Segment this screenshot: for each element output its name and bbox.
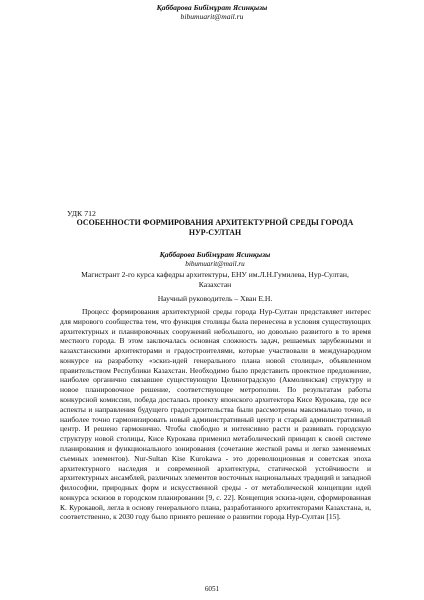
author-email: bibumuarit@mail.ru bbox=[185, 259, 245, 268]
header-author-name: Қаббарова Бибімұрат Ясинқызы bbox=[156, 3, 268, 12]
body-paragraph: Процесс формирования архитектурной среды города Нур-Султан представляет интерес для мирового сообщества тем, что функция столицы была перенесена в условия существующих архитектурных и планировочных сооружений небольшого, но довольно развитого в то время местного города. В этом заключалась основная сложность задач, решаемых зарубежными и казахстанскими архитекторами и градостроителями, которые участвовали в международном конкурсе на разработку «эскиз-идей генерального плана новой столицы», объявленном правительством Республики Казахстан. Необходимо было представить проектное предложение, наиболее органично связавшее существующую Целиноградскую (Акмолинская) структуру и новое планировочное решение, соответствующее метрополии. По результатам работы конкурсной комиссии, победа досталась проекту японского архитектора Кисе Курокава, где все аспекты и направления будущего градостроительства были рассмотрены максимально точно, и наиболее точно гармонизировать новый административный центр и старый административный центр. И решено гармонично. Чтобы свободно и интенсивно расти и развивать городскую структуру новой столицы, Кисе Курокава применил метаболический принцип к своей системе планирования и функционального зонирования (сочетание жесткой рамы и легко заменяемых съемных элементов). Nur-Sultan Kise Kurokawa - это дореволюционная и советская эпоха архитектурного наследия и современной архитектуры, статической устойчивости и архитектурных ансамблей, различных элементов восточных национальных традиций и западной философии, природных форм и искусственной среды - от метаболической концепции идей конкурса эскизов в городском планировании [9, c. 22]. Концепция эскиза-идеи, сформированная К. Курокавой, легла в основу генерального плана, разработанного архитекторами Казахстана, и, соответственно, к 2030 году было принято решение о развитии города Нур-Султан [15]. bbox=[60, 307, 371, 522]
article-title bbox=[60, 218, 370, 237]
article-title-line1: ОСОБЕННОСТИ ФОРМИРОВАНИЯ АРХИТЕКТУРНОЙ СРЕДЫ ГОРОДА bbox=[76, 218, 354, 227]
supervisor: Научный руководитель – Хван Е.Н. bbox=[157, 294, 273, 304]
udk-code: УДК 712 bbox=[67, 209, 96, 218]
running-header bbox=[0, 3, 424, 21]
page-number: 6051 bbox=[204, 585, 220, 593]
author-block bbox=[60, 250, 370, 304]
author-affiliation-line1: Магистрант 2-го курса кафедры архитектуры, ЕНУ им.Л.Н.Гумилева, Нур-Султан, bbox=[81, 270, 349, 280]
header-author-email: bibumuarit@mail.ru bbox=[180, 12, 244, 21]
author-name: Қаббарова Бибімұрат Ясинқызы bbox=[159, 250, 271, 259]
article-title-line2: НУР-СУЛТАН bbox=[188, 227, 242, 237]
author-affiliation-line2: Казахстан bbox=[198, 279, 232, 289]
